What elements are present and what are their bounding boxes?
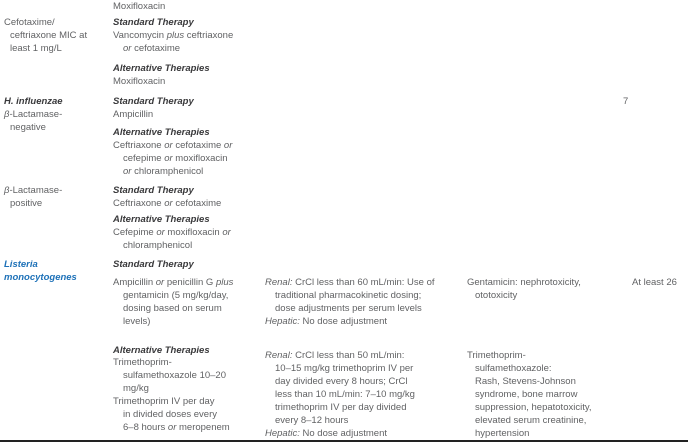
- organism-cell-listeria-monocytogenes: [4, 258, 77, 284]
- therapy-line: Trimethoprim IV per day: [113, 396, 215, 407]
- dose-adjustment-line: Hepatic: No dose adjustment: [265, 316, 387, 327]
- standard-therapy-header-block: [113, 258, 194, 271]
- dose-adjustment-line: traditional pharmacokinetic dosing;: [275, 290, 422, 301]
- standard-therapy-header: Standard Therapy: [113, 185, 194, 196]
- standard-therapy-block: [113, 95, 194, 121]
- adverse-effect-line: sulfamethoxazole:: [475, 363, 552, 374]
- adverse-effect-line: ototoxicity: [475, 290, 518, 301]
- adverse-effect-line: Trimethoprim-: [467, 350, 526, 361]
- therapy-line: gentamicin (5 mg/kg/day,: [123, 290, 229, 301]
- dose-adjustment-line: 10–15 mg/kg trimethoprim IV per: [275, 363, 414, 374]
- organism-line: ceftriaxone MIC at: [10, 30, 88, 41]
- adverse-effect-line: hypertension: [475, 428, 530, 439]
- dose-adjustment-line: Renal: CrCl less than 50 mL/min:: [265, 350, 405, 361]
- table-bottom-rule: [0, 440, 688, 442]
- alternative-therapies-block: [113, 126, 232, 178]
- dose-adjustment-line: day divided every 8 hours; CrCl: [275, 376, 408, 387]
- therapy-cell-continuation: [113, 0, 165, 13]
- therapy-line: in divided doses every: [123, 409, 217, 420]
- therapy-line: sulfamethoxazole 10–20: [123, 370, 226, 381]
- organism-cell-beta-lactamase-positive: [4, 184, 62, 210]
- alternative-therapies-header: Alternative Therapies: [113, 345, 210, 356]
- organism-line: Cefotaxime/: [4, 17, 55, 28]
- adverse-effect-line: syndrome, bone marrow: [475, 389, 578, 400]
- therapy-line: levels): [123, 316, 151, 327]
- alternative-therapies-header: Alternative Therapies: [113, 214, 210, 225]
- adverse-effect-line: Rash, Stevens-Johnson: [475, 376, 576, 387]
- alternative-therapies-block: [113, 213, 231, 252]
- therapy-line: Moxifloxacin: [113, 76, 166, 87]
- organism-line: β-Lactamase-: [4, 185, 63, 196]
- standard-dose-adjustment-cell: [265, 276, 435, 328]
- standard-therapy-header: Standard Therapy: [113, 17, 194, 28]
- dose-adjustment-line: Hepatic: No dose adjustment: [265, 428, 387, 439]
- organism-line: monocytogenes: [4, 272, 77, 283]
- dose-adjustment-line: less than 10 mL/min: 7–10 mg/kg: [275, 389, 415, 400]
- organism-line: β-Lactamase-: [4, 109, 63, 120]
- therapy-line: Trimethoprim-: [113, 357, 172, 368]
- standard-therapy-drugs: [113, 276, 233, 328]
- organism-line: negative: [10, 122, 46, 133]
- standard-adverse-effects-cell: [467, 276, 581, 302]
- organism-line: H. influenzae: [4, 96, 63, 107]
- therapy-line: Ceftriaxone or cefotaxime or: [113, 140, 233, 151]
- alternative-dose-adjustment-cell: [265, 349, 415, 440]
- duration-cell: [623, 95, 628, 108]
- organism-line: Listeria: [4, 259, 38, 270]
- therapy-line: or chloramphenicol: [123, 166, 204, 177]
- therapy-line: 6–8 hours or meropenem: [123, 422, 230, 433]
- alternative-therapies-header: Alternative Therapies: [113, 63, 210, 74]
- therapy-line: mg/kg: [123, 383, 149, 394]
- adverse-effect-line: Gentamicin: nephrotoxicity,: [467, 277, 581, 288]
- organism-cell-h-influenzae-negative: [4, 95, 63, 134]
- standard-therapy-block: [113, 184, 221, 210]
- dose-adjustment-line: Renal: CrCl less than 60 mL/min: Use of: [265, 277, 435, 288]
- dose-adjustment-line: every 8–12 hours: [275, 415, 349, 426]
- alternative-therapies-header: Alternative Therapies: [113, 127, 210, 138]
- standard-therapy-header: Standard Therapy: [113, 96, 194, 107]
- therapy-line: Ampicillin or penicillin G plus: [113, 277, 234, 288]
- organism-line: positive: [10, 198, 43, 209]
- duration-cell: [632, 276, 677, 289]
- therapy-line: dosing based on serum: [123, 303, 222, 314]
- therapy-line: chloramphenicol: [123, 240, 193, 251]
- organism-cell-cefotaxime-mic: [4, 16, 87, 55]
- duration-value: 7: [623, 96, 629, 107]
- alternative-therapy-drugs: [113, 356, 230, 434]
- therapy-line: Ceftriaxone or cefotaxime: [113, 198, 222, 209]
- standard-therapy-block: [113, 16, 233, 55]
- therapy-line: Cefepime or moxifloxacin or: [113, 227, 231, 238]
- therapy-line: or cefotaxime: [123, 43, 181, 54]
- adverse-effect-line: suppression, hepatotoxicity,: [475, 402, 592, 413]
- dose-adjustment-line: dose adjustments per serum levels: [275, 303, 422, 314]
- adverse-effect-line: elevated serum creatinine,: [475, 415, 587, 426]
- therapy-line: Vancomycin plus ceftriaxone: [113, 30, 234, 41]
- therapy-line: Moxifloxacin: [113, 1, 166, 12]
- alternative-adverse-effects-cell: [467, 349, 592, 440]
- dose-adjustment-line: trimethoprim IV per day divided: [275, 402, 407, 413]
- standard-therapy-header: Standard Therapy: [113, 259, 194, 270]
- organism-line: least 1 mg/L: [10, 43, 62, 54]
- duration-value: At least 26: [632, 277, 677, 288]
- therapy-line: cefepime or moxifloxacin: [123, 153, 228, 164]
- alternative-therapies-block: [113, 62, 210, 88]
- therapy-line: Ampicillin: [113, 109, 154, 120]
